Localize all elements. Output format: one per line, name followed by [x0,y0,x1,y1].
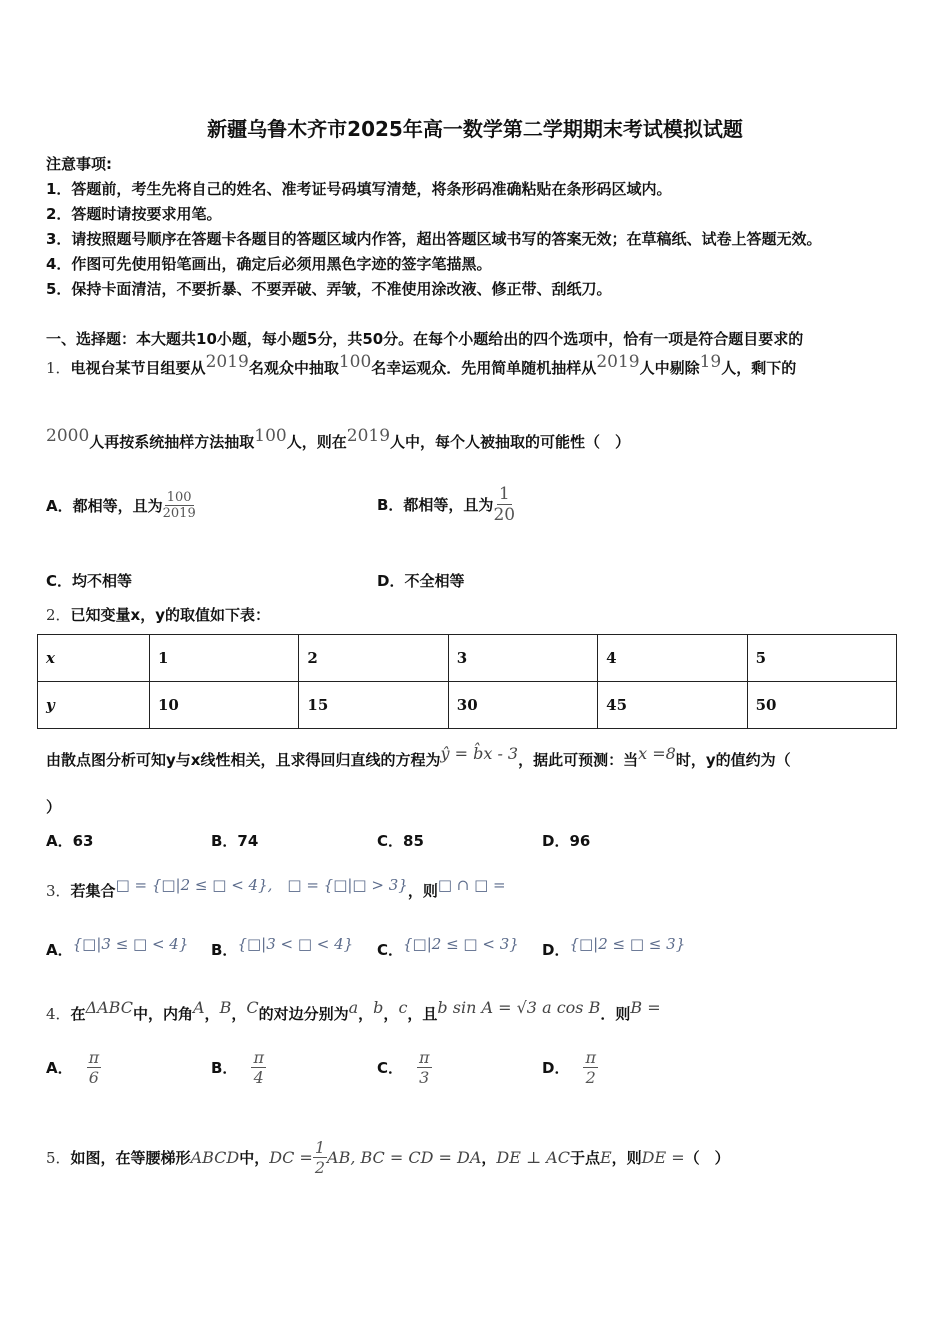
option-4c[interactable]: C． $\frac{\pi}{3}$ [377,1048,430,1087]
option-2a[interactable]: A．63 [46,832,94,850]
table-row [38,682,897,729]
notice-item: 1．答题前，考生先将自己的姓名、准考证号码填写清楚，将条形码准确粘贴在条形码区域内。 [46,180,672,198]
option-3a[interactable]: A．$^{\{□|3 \le □ < 4\}}$ [46,935,189,959]
question-3-stem: 3．若集合$^{□ = \{□|2 \le □ < 4\}, □ = \{□|□ > 3\}}$，则□ ∩ □ = [46,876,506,900]
notice-heading: 注意事项: [46,155,112,173]
question-2-text: 由散点图分析可知y与x线性相关，且求得回归直线的方程为$^{ŷ = b̂x - 3}$，据此可预测：当$^{x =8}$时，y的值约为（ [46,744,791,769]
notice-item: 4．作图可先使用铅笔画出，确定后必须用黑色字迹的签字笔描黑。 [46,255,492,273]
table-cell: y [38,682,150,729]
option-4a[interactable]: A． $\frac{\pi}{6}$ [46,1048,100,1087]
table-row [38,635,897,682]
question-4-stem: 4．在$^{\Delta ABC}$中，内角$^A$，$^B$，$^C$的对边分别为$^a$，$^b$，$^c$，且$^{b sin A = √3 a cos B}$．则$^{B =}$ [46,998,661,1023]
option-3c[interactable]: C．$^{\{□|2 \le □ < 3\}}$ [377,935,519,959]
table-cell: 2 [299,635,448,682]
question-5-stem: 5． 如图，在等腰梯形 ABCD 中， DC = $\frac{1}{2}$ AB, BC = CD = DA ， DE ⊥ AC 于点 E ，则 DE = （ ） [46,1138,730,1177]
option-4d[interactable]: D． $\frac{\pi}{2}$ [542,1048,596,1087]
data-table [37,634,897,729]
option-4b[interactable]: B． $\frac{\pi}{4}$ [211,1048,264,1087]
question-1-line2: $^{2000}$人再按系统抽样方法抽取$^{100}$人，则在$^{2019}$人中，每个人被抽取的可能性（ ） [46,426,631,451]
option-2c[interactable]: C．85 [377,832,424,850]
table-cell: 45 [598,682,747,729]
table-cell: 50 [747,682,896,729]
table-cell: 10 [150,682,299,729]
option-1d[interactable]: D．不全相等 [377,572,465,590]
question-2-stem: 2．已知变量x，y的取值如下表： [46,606,271,624]
notice-item: 5．保持卡面清洁，不要折暴、不要弄破、弄皱，不准使用涂改液、修正带、刮纸刀。 [46,280,612,298]
page-title: 新疆乌鲁木齐市2025年高一数学第二学期期末考试模拟试题 [207,117,743,141]
table-cell: 5 [747,635,896,682]
notice-item: 3．请按照题号顺序在答题卡各题目的答题区域内作答，超出答题区域书写的答案无效；在草稿纸、试卷上答题无效。 [46,230,822,248]
option-3b[interactable]: B．$^{\{□|3 < □ < 4\}}$ [211,935,354,959]
notice-item: 2．答题时请按要求用笔。 [46,205,222,223]
section-heading: 一、选择题：本大题共10小题，每小题5分，共50分。在每个小题给出的四个选项中，恰有一项是符合题目要求的 [46,330,804,348]
table-cell: 15 [299,682,448,729]
question-1-line1: 1．电视台某节目组要从$^{2019}$名观众中抽取$^{100}$名幸运观众．先用简单随机抽样从$^{2019}$人中剔除$^{19}$人，剩下的 [46,352,797,377]
table-cell: 4 [598,635,747,682]
option-1a[interactable]: A．都相等，且为 $\frac{100}{2019}$ [46,490,196,521]
option-2d[interactable]: D．96 [542,832,591,850]
option-3d[interactable]: D．$^{\{□|2 \le □ \le 3\}}$ [542,935,686,959]
question-2-text-end: ） [46,798,62,816]
table-cell: 30 [448,682,597,729]
option-2b[interactable]: B．74 [211,832,259,850]
table-cell: x [38,635,150,682]
option-1c[interactable]: C．均不相等 [46,572,133,590]
table-cell: 1 [150,635,299,682]
table-cell: 3 [448,635,597,682]
option-1b[interactable]: B．都相等，且为 $\frac{1}{20}$ [377,484,516,525]
